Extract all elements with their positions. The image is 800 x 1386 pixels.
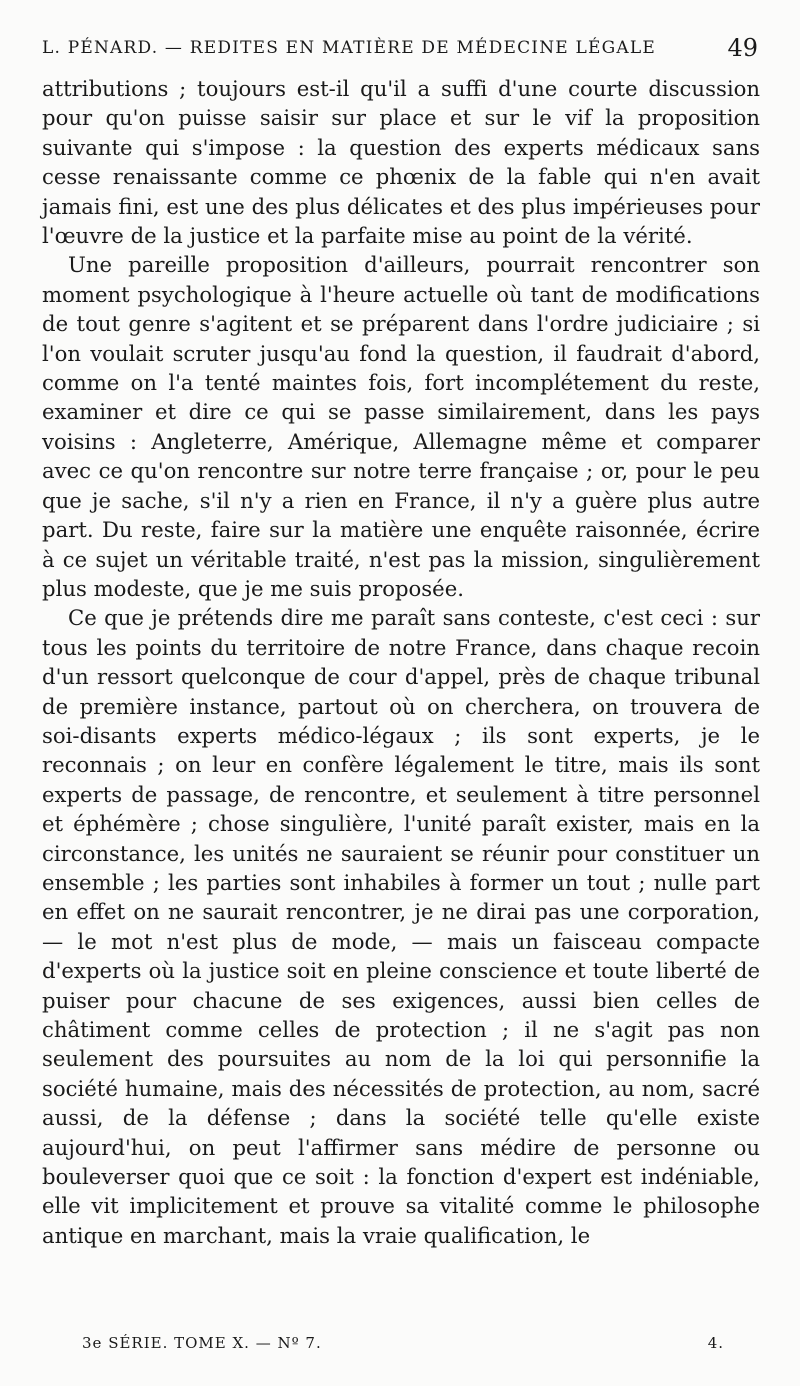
- paragraph-3: Ce que je prétends dire me paraît sans conteste, c'est ceci : sur tous les points du territoire de notre France, dans chaque recoin d'un ressort quelconque de cour d'appel, près de chaque tribunal de première instance, partout où on cherchera, on trouvera de soi-disants experts médico-légaux ; ils sont experts, je le reconnais ; on leur en confère légalement le titre, mais ils sont experts de passage, de rencontre, et seulement à titre personnel et éphémère ; chose singulière, l'unité paraît exister, mais en la circonstance, les unités ne sauraient se réunir pour constituer un ensemble ; les parties sont inhabiles à former un tout ; nulle part en effet on ne saurait rencontrer, je ne dirai pas une corporation, — le mot n'est plus de mode, — mais un faisceau compacte d'experts où la justice soit en pleine conscience et toute liberté de puiser pour chacune de ses exigences, aussi bien celles de châtiment comme celles de protection ; il ne s'agit pas non seulement des poursuites au nom de la loi qui personnifie la société humaine, mais des nécessités de protection, au nom, sacré aussi, de la défense ; dans la société telle qu'elle existe aujourd'hui, on peut l'affirmer sans médire de personne ou bouleverser quoi que ce soit : la fonction d'expert est indéniable, elle vit implicitement et prouve sa vitalité comme le philosophe antique en marchant, mais la vraie qualification, le: [42, 605, 760, 1248]
- running-head-title: L. PÉNARD. — REDITES EN MATIÈRE DE MÉDECINE LÉGALE: [42, 38, 656, 58]
- signature-number: 4.: [707, 1334, 724, 1352]
- paragraph-2: Une pareille proposition d'ailleurs, pourrait rencontrer son moment psychologique à l'heure actuelle où tant de modifications de tout genre s'agitent et se préparent dans l'ordre judiciaire ; si l'on voulait scruter jusqu'au fond la question, il faudrait d'abord, comme on l'a tenté maintes fois, fort incomplétement du reste, examiner et dire ce qui se passe similairement, dans les pays voisins : Angleterre, Amérique, Allemagne même et comparer avec ce qu'on rencontre sur notre terre française ; or, pour le peu que je sache, s'il n'y a rien en France, il n'y a guère plus autre part. Du reste, faire sur la matière une enquête raisonnée, écrire à ce sujet un véritable traité, n'est pas la mission, singulièrement plus modeste, que je me suis proposée.: [42, 252, 760, 601]
- paragraph-1: attributions ; toujours est-il qu'il a suffi d'une courte discussion pour qu'on puisse saisir sur place et sur le vif la proposition suivante qui s'impose : la question des experts médicaux sans cesse renaissante comme ce phœnix de la fable qui n'en avait jamais fini, est une des plus délicates et des plus impérieuses pour l'œuvre de la justice et la parfaite mise au point de la vérité.: [42, 76, 760, 249]
- running-head: [42, 34, 760, 64]
- page-footer: [42, 1334, 760, 1360]
- body-text: [42, 74, 760, 1250]
- page-number: 49: [727, 34, 758, 62]
- printer-signature: 3e SÉRIE. TOME X. — Nº 7.: [82, 1334, 322, 1352]
